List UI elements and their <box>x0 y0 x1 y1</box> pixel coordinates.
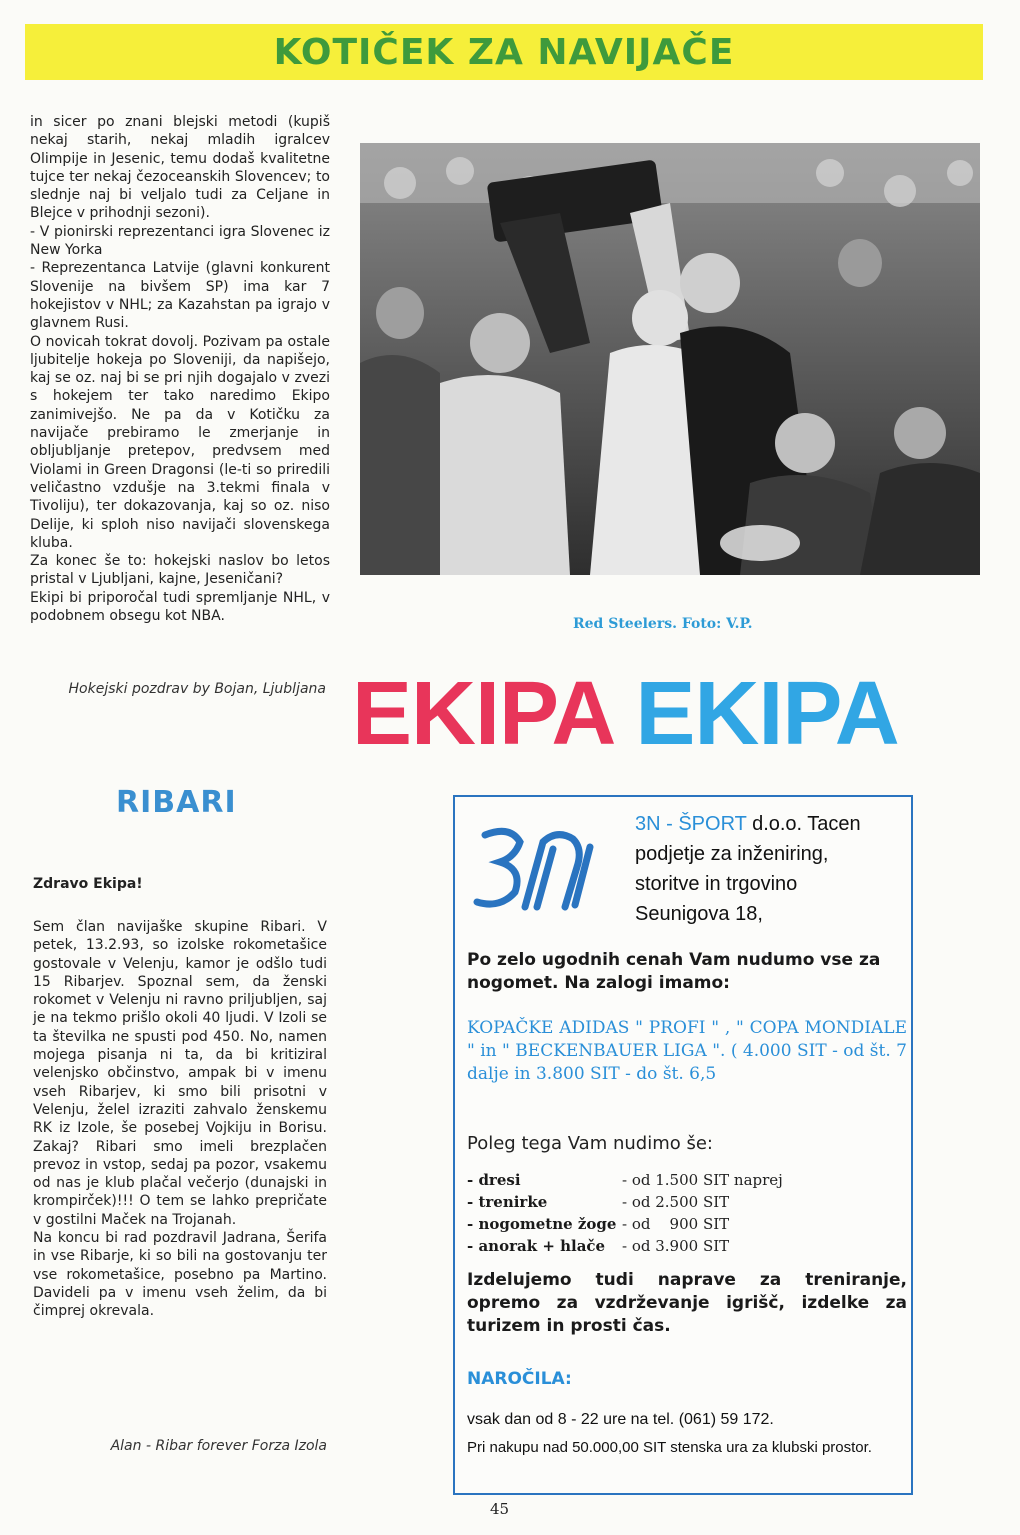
ekipa-logo <box>352 664 987 764</box>
price-item: - dresi <box>467 1171 521 1189</box>
company-line: podjetje za inženiring, <box>635 843 829 865</box>
price-list <box>467 1169 907 1257</box>
price-item: - nogometne žoge <box>467 1215 617 1233</box>
ad-manufacturing: Izdelujemo tudi naprave za treniranje, opremo za vzdrževanje igrišč, izdelke za turizem in prosti čas. <box>467 1270 907 1336</box>
price-value: - od 3.900 SIT <box>622 1237 730 1255</box>
hockey-article <box>30 113 330 625</box>
ribari-greeting: Zdravo Ekipa! <box>33 876 143 892</box>
ad-orders-phone: vsak dan od 8 - 22 ure na tel. (061) 59 172. <box>467 1411 774 1428</box>
price-item: - trenirke <box>467 1193 548 1211</box>
company-line: storitve in trgovino <box>635 873 798 895</box>
section-title: KOTIČEK ZA NAVIJAČE <box>273 31 735 73</box>
company-address: Seunigova 18, <box>635 903 763 925</box>
article-paragraph: O novicah tokrat dovolj. Pozivam pa ostale ljubitelje hokeja po Sloveniji, da napišejo, kaj se oz. naj bi se pri njih dogajalo v zvezi s hokejem ter tako naredimo Ekipo zanimivejšo. Ne pa da v Kotičku za navijače prebiramo le zmerjanje in obljubljanje pretepov, predvsem med Violami in Green Dragonsi (le-ti so priredili veličastno vzdušje na 3.tekmi finala v Tivoliju), ter dokazovanja, kaj so oz. niso Delije, ki sploh niso navijači slovenskega kluba. <box>30 333 330 551</box>
article-paragraph: Za konec še to: hokejski naslov bo letos pristal v Ljubljani, kajne, Jeseničani? <box>30 553 330 588</box>
ad-intro: Po zelo ugodnih cenah Vam nudumo vse za nogomet. Na zalogi imamo: <box>467 950 881 993</box>
sport-advertisement <box>453 795 913 1495</box>
price-value: - od 2.500 SIT <box>622 1193 730 1211</box>
ribari-article <box>33 918 327 1321</box>
article-paragraph: Na koncu bi rad pozdravil Jadrana, Šerifa in vse Ribarje, ki so bili na gostovanju ter vse rokometašice, posebno pa Martino. Davideli pa v imenu vseh želim, da bi čimprej okrevala. <box>33 1230 327 1320</box>
crowd-image <box>360 143 980 575</box>
ekipa-logo-red: EKIPA <box>352 664 616 764</box>
price-item: - anorak + hlače <box>467 1237 606 1255</box>
fans-photo <box>360 143 980 575</box>
article-paragraph: Ekipi bi priporočal tudi spremljanje NHL, v podobnem obsegu kot NBA. <box>30 589 330 625</box>
price-value: - od 900 SIT <box>622 1215 730 1233</box>
price-row <box>467 1235 907 1257</box>
company-info <box>635 809 915 929</box>
ribari-signature: Alan - Ribar forever Forza Izola <box>110 1438 327 1454</box>
ad-orders-title: NAROČILA: <box>467 1369 572 1389</box>
ekipa-logo-blue: EKIPA <box>635 664 899 764</box>
hockey-article-signature: Hokejski pozdrav by Bojan, Ljubljana <box>68 681 326 697</box>
ad-orders-bonus: Pri nakupu nad 50.000,00 SIT stenska ura za klubski prostor. <box>467 1439 872 1456</box>
article-paragraph: - V pionirski reprezentanci igra Slovenec iz New Yorka <box>30 223 330 259</box>
company-suffix: d.o.o. Tacen <box>746 813 861 835</box>
page-number: 45 <box>490 1500 510 1518</box>
article-paragraph: - Reprezentanca Latvije (glavni konkurent Slovenije na bivšem SP) ima kar 7 hokejistov v NHL; za Kazahstan pa igrajo v glavnem Rusi. <box>30 260 330 332</box>
ribari-title: RIBARI <box>116 785 237 820</box>
article-paragraph: in sicer po znani blejski metodi (kupiš nekaj starih, nekaj mladih igralcev Olimpije in Jesenic, temu dodaš kvalitetne tujce ter nekaj čezoceanskih Slovencev; to slednje naj bi veljalo tudi za Celjane in Blejce v prihodnji sezoni). <box>30 114 330 222</box>
ad-also-offer: Poleg tega Vam nudimo še: <box>467 1133 713 1154</box>
photo-caption: Red Steelers. Foto: V.P. <box>573 616 753 632</box>
price-row <box>467 1213 907 1235</box>
section-banner <box>25 24 983 80</box>
ad-boots-offer: KOPAČKE ADIDAS " PROFI " , " COPA MONDIALE " in " BECKENBAUER LIGA ". ( 4.000 SIT - od št. 7 dalje in 3.800 SIT - do št. 6,5 <box>467 1018 907 1084</box>
company-name: 3N - ŠPORT <box>635 813 747 835</box>
price-row <box>467 1191 907 1213</box>
price-row <box>467 1169 907 1191</box>
price-value: - od 1.500 SIT naprej <box>622 1171 783 1189</box>
article-paragraph: Sem član navijaške skupine Ribari. V petek, 13.2.93, so izolske rokometašice gostovale v Velenju, kamor je odšlo tudi 15 Ribarjev. Spoznal sem, da ženski rokomet v Velenju ni ravno priljubljen, saj je na tekmo prišlo okoli 40 ljudi. V Izoli se ta številka ne spusti pod 450. No, namen mojega pisanja ni ta, da bi kritiziral velenjsko občinstvo, ampak bi v imenu vseh Ribarjev, ki smo bili prisotni v Velenju, želel izraziti zahvalo ženskemu RK iz Izole, še posebej Vojkiju in Borisu. Zakaj? Ribari smo imeli brezplačen prevoz in vstop, sedaj pa pozor, vsakemu od nas je klub plačal večerjo (dunajski in krompirček)!!! O tem se lahko prepričate v gostilni Maček na Trojanah. <box>33 919 327 1228</box>
3n-logo-icon <box>465 817 615 917</box>
